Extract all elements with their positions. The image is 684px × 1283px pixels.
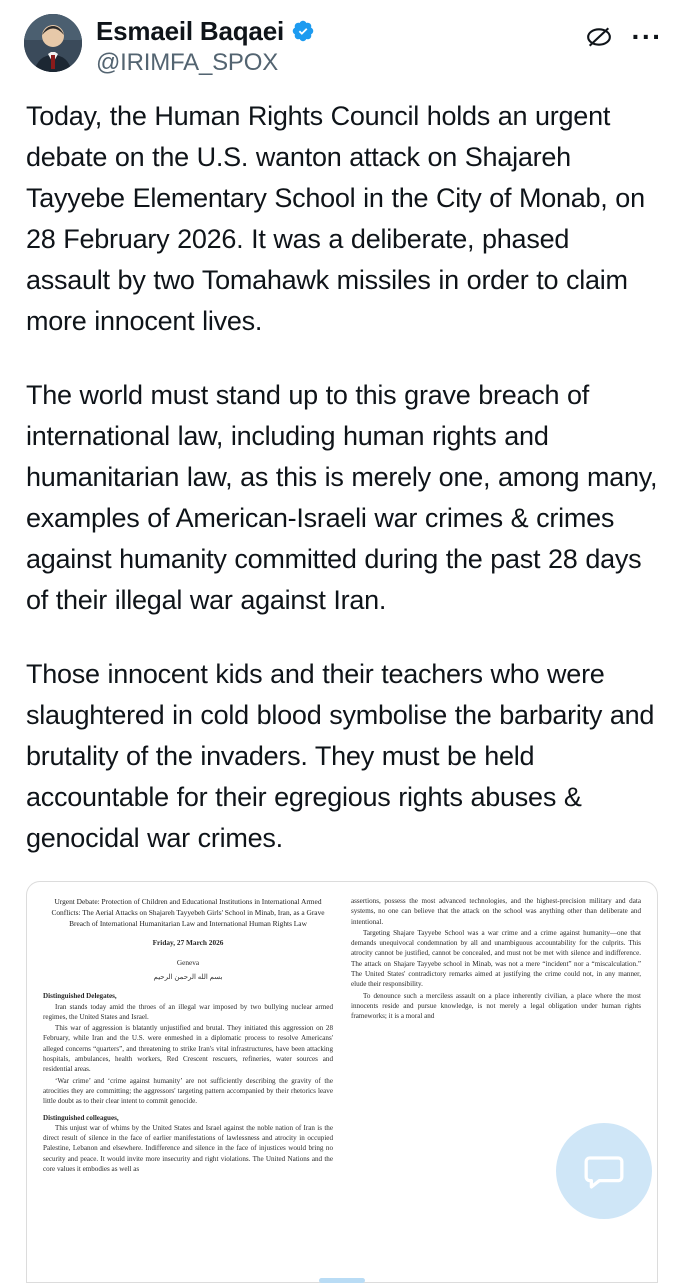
avatar[interactable] (24, 14, 82, 72)
author-block (96, 14, 584, 78)
document-paragraph: This war of aggression is blatantly unjustified and brutal. They initiated this aggression on 28 February, while Iran and the U.S. were enmeshed in a diplomatic process to resolve Americans' alleged concerns “quarters”, and threatening to strike Iran's vital infrastructures, have been attacking hospitals, ambulances, health workers, Red Crescent rescuers, refineries, water sources and residential areas. (43, 1024, 333, 1074)
document-salutation: Distinguished colleagues, (43, 1113, 119, 1122)
eye-slash-icon[interactable] (584, 22, 614, 52)
document-page (27, 882, 657, 1282)
more-options-label: ··· (631, 21, 663, 52)
attached-document-image[interactable] (26, 881, 658, 1283)
tweet-text (0, 78, 684, 859)
document-paragraph: ‘War crime’ and ‘crime against humanity’ are not sufficiently describing the gravity of the atrocities they are committing; the aggressors' targeting pattern accompanied by their rhetorics leave little doubt as to their clear intent to commit genocide. (43, 1076, 333, 1106)
document-right-column (351, 896, 641, 1282)
document-salutation: Distinguished Delegates, (43, 992, 117, 1001)
document-paragraph: assertions, possess the most advanced technologies, and the highest-precision military and data systems, no one can believe that the attack on the school was anything other than deliberate and intentional. (351, 897, 641, 926)
display-name: Esmaeil Baqaei (96, 16, 284, 46)
comment-icon (581, 1148, 627, 1194)
document-date: Friday, 27 March 2026 (152, 938, 224, 947)
scroll-indicator (319, 1278, 365, 1283)
tweet-header (0, 14, 684, 78)
document-paragraph: Iran stands today amid the throes of an illegal war imposed by two bullying nuclear armed regimes, the United States and Israel. (43, 1002, 333, 1021)
tweet-paragraph: The world must stand up to this grave breach of international law, including human rights and humanitarian law, as this is merely one, among many, examples of American-Israeli war crimes & crimes against humanity committed during the past 28 days of their illegal war against Iran. (26, 380, 658, 615)
document-paragraph: Targeting Shajare Tayyebe School was a war crime and a crime against humanity—one that demands unequivocal condemnation by all and unambiguous accountability for the culprits. This atrocity cannot be justified, cannot be concealed, and must not be met with silence and indifference. The attack on Shajare Tayyebe school in Minab, was not a mere “incident” nor a “miscalculation.” The United States' contradictory remarks aimed at justifying the crime could not, in any manner, elude their responsibility. (351, 928, 641, 989)
header-actions (584, 14, 662, 52)
document-left-column (43, 896, 333, 1282)
handle: @IRIMFA_SPOX (96, 49, 279, 76)
document-title: Urgent Debate: Protection of Children and Educational Institutions in International Armed Conflicts: The Aerial Attacks on Shajareh Tayyebeh Girls' School in Minab, Iran, as a Grave Breach of International Humanitarian Law and International Human Rights Law (51, 897, 325, 928)
document-paragraph: To denounce such a merciless assault on a place inherently civilian, a place where the most innocents reside and pursue knowledge, is not merely a legal obligation under human rights frameworks; it is a moral and (351, 991, 641, 1021)
tweet-paragraph: Today, the Human Rights Council holds an urgent debate on the U.S. wanton attack on Shajareh Tayyebe Elementary School in the City of Monab, on 28 February 2026. It was a deliberate, phased assault by two Tomahawk missiles in order to claim more innocent lives. (26, 101, 645, 336)
tweet-paragraph: Those innocent kids and their teachers who were slaughtered in cold blood symbolise the barbarity and brutality of the invaders. They must be held accountable for their egregious rights abuses & genocidal war crimes. (26, 659, 655, 853)
document-bismillah: بسم الله الرحمن الرحيم (153, 973, 223, 981)
verified-badge-icon (291, 19, 315, 43)
document-place: Geneva (176, 957, 200, 967)
reply-fab[interactable] (556, 1123, 652, 1219)
document-paragraph: This unjust war of whims by the United States and Israel against the noble nation of Iran is the direct result of silence in the face of earlier manifestations of lawlessness and atrocity in occupied Palestine, Lebanon and elsewhere. Indifference and silence in the face of injustices would bring no security and peace. It would invite more insecurity and right violations. The United Nations and the core values it embodies as well as (43, 1123, 333, 1174)
more-options-icon[interactable] (632, 22, 662, 52)
